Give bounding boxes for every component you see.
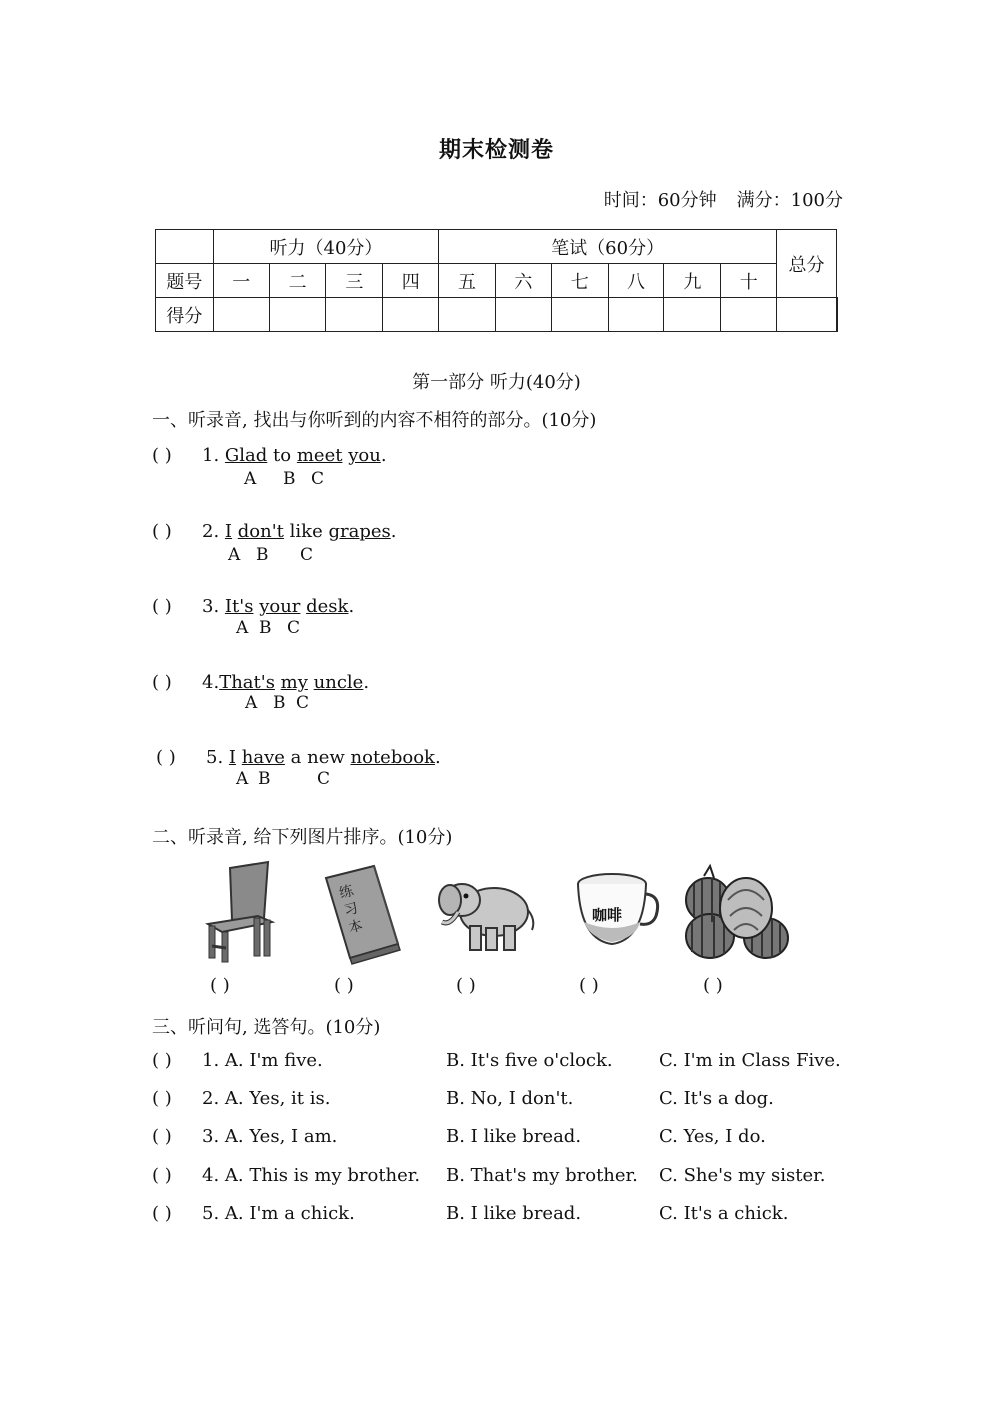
coffee-cup-icon	[570, 860, 670, 966]
option-b: B. That's my brother.	[446, 1165, 638, 1186]
answer-blank[interactable]: ( )	[152, 445, 172, 466]
watermelons-cabbage-icon	[684, 860, 794, 966]
total-score-cell[interactable]	[837, 298, 838, 332]
section1-question-2: ( ) 2. I don't like grapes.	[152, 521, 397, 542]
section3-question-5: ( ) 5. A. I'm a chick.	[152, 1203, 355, 1224]
section1-question-3: ( ) 3. It's your desk.	[152, 596, 355, 617]
option-c: C. She's my sister.	[659, 1165, 826, 1186]
answer-blank[interactable]: ( )	[152, 521, 172, 542]
score-cell[interactable]	[213, 298, 269, 332]
score-cell[interactable]	[269, 298, 326, 332]
label-a: A	[236, 618, 249, 638]
score-label: 得分	[156, 298, 214, 332]
question-number-label: 题号	[156, 264, 214, 298]
option-b: B. It's five o'clock.	[446, 1050, 613, 1071]
section1-heading: 一、听录音, 找出与你听到的内容不相符的部分。(10分)	[152, 410, 597, 431]
question-number: 一	[213, 264, 269, 298]
section1-question-1: ( ) 1. Glad to meet you.	[152, 445, 387, 466]
label-c: C	[296, 693, 310, 713]
answer-blank[interactable]: ( )	[152, 1126, 172, 1147]
answer-blank[interactable]: ( )	[152, 672, 172, 693]
answer-blank[interactable]: ( )	[152, 1088, 172, 1109]
label-b: B	[256, 545, 269, 565]
time-limit: 时间：60分钟	[603, 190, 717, 211]
chair-icon	[192, 860, 292, 966]
section3-heading: 三、听问句, 选答句。(10分)	[152, 1017, 381, 1038]
picture-answer-blank[interactable]: ( )	[703, 975, 723, 996]
answer-blank[interactable]: ( )	[152, 596, 172, 617]
section1-question-5: ( ) 5. I have a new notebook.	[156, 747, 441, 768]
question-number: 九	[664, 264, 721, 298]
option-c: C. It's a chick.	[659, 1203, 789, 1224]
label-b: B	[259, 618, 272, 638]
label-a: A	[236, 769, 249, 789]
question-number: 八	[608, 264, 664, 298]
label-c: C	[300, 545, 314, 565]
label-c: C	[317, 769, 331, 789]
question-number: 二	[269, 264, 326, 298]
writing-header: 笔试（60分）	[439, 230, 777, 264]
label-c: C	[311, 469, 325, 489]
answer-blank[interactable]: ( )	[152, 1165, 172, 1186]
section3-question-1: ( ) 1. A. I'm five.	[152, 1050, 323, 1071]
score-cell[interactable]	[326, 298, 383, 332]
label-b: B	[258, 769, 271, 789]
option-b: B. No, I don't.	[446, 1088, 574, 1109]
section3-question-4: ( ) 4. A. This is my brother.	[152, 1165, 421, 1186]
score-cell[interactable]	[721, 298, 777, 332]
score-cell[interactable]	[777, 298, 837, 332]
label-a: A	[228, 545, 241, 565]
label-a: A	[245, 693, 258, 713]
answer-blank[interactable]: ( )	[156, 747, 176, 768]
table-corner-cell	[156, 230, 214, 264]
option-c: C. Yes, I do.	[659, 1126, 766, 1147]
notebook-label: 练习本	[337, 882, 365, 937]
part-one-heading: 第一部分 听力(40分)	[412, 372, 581, 393]
score-cell[interactable]	[495, 298, 551, 332]
answer-blank[interactable]: ( )	[152, 1203, 172, 1224]
score-cell[interactable]	[664, 298, 721, 332]
question-number: 十	[721, 264, 777, 298]
score-cell[interactable]	[608, 298, 664, 332]
section1-question-4: ( ) 4.That's my uncle.	[152, 672, 370, 693]
question-number: 五	[439, 264, 496, 298]
full-score: 满分：100分	[736, 190, 843, 211]
section3-question-3: ( ) 3. A. Yes, I am.	[152, 1126, 338, 1147]
option-c: C. I'm in Class Five.	[659, 1050, 841, 1071]
score-cell[interactable]	[383, 298, 439, 332]
question-number: 四	[383, 264, 439, 298]
coffee-label: 咖啡	[592, 906, 623, 924]
question-number: 三	[326, 264, 383, 298]
listening-header: 听力（40分）	[213, 230, 438, 264]
question-number: 七	[551, 264, 608, 298]
picture-answer-blank[interactable]: ( )	[456, 975, 476, 996]
picture-answer-blank[interactable]: ( )	[579, 975, 599, 996]
label-b: B	[273, 693, 286, 713]
option-c: C. It's a dog.	[659, 1088, 774, 1109]
label-b: B	[283, 469, 296, 489]
score-cell[interactable]	[439, 298, 496, 332]
score-cell[interactable]	[551, 298, 608, 332]
section2-heading: 二、听录音, 给下列图片排序。(10分)	[152, 827, 453, 848]
label-a: A	[244, 469, 257, 489]
exam-meta	[584, 186, 843, 212]
option-b: B. I like bread.	[446, 1126, 582, 1147]
total-header: 总分	[777, 230, 837, 298]
page-title: 期末检测卷	[438, 137, 554, 163]
picture-answer-blank[interactable]: ( )	[210, 975, 230, 996]
option-b: B. I like bread.	[446, 1203, 582, 1224]
label-c: C	[287, 618, 301, 638]
elephant-icon	[436, 860, 536, 966]
answer-blank[interactable]: ( )	[152, 1050, 172, 1071]
question-number: 六	[495, 264, 551, 298]
section3-question-2: ( ) 2. A. Yes, it is.	[152, 1088, 331, 1109]
score-table	[155, 229, 838, 332]
notebook-icon	[314, 860, 414, 966]
picture-answer-blank[interactable]: ( )	[334, 975, 354, 996]
